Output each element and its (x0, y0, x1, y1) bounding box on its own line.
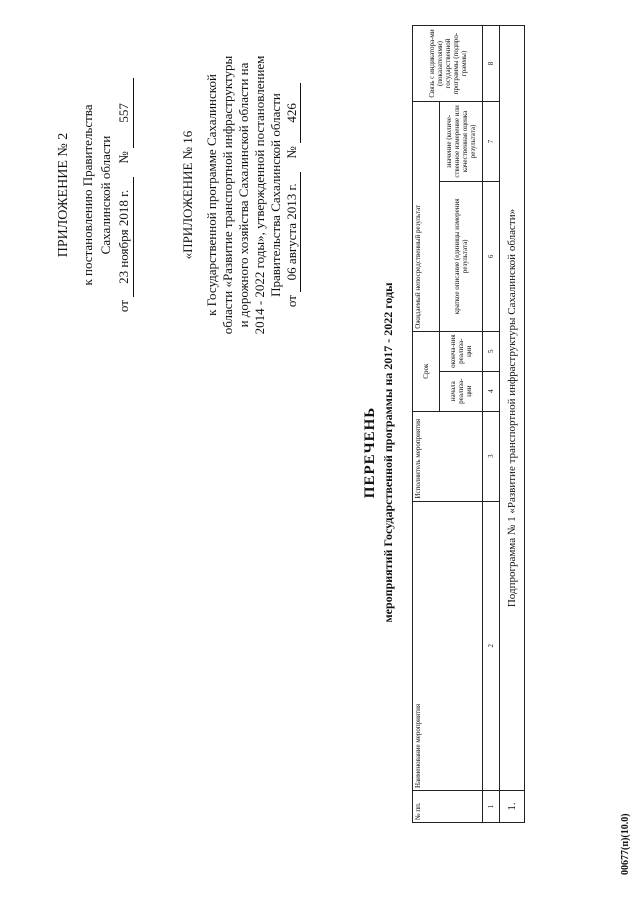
col-num-4: 4 (483, 371, 500, 411)
appendix-2-line2: Сахалинской области (98, 135, 113, 255)
header-executor: Исполнитель мероприятия (413, 411, 483, 501)
header-start: начала реализа-ции (440, 371, 483, 411)
appendix-16-date: 06 августа 2013 г. (284, 172, 301, 292)
appendix-2-ot: от (116, 300, 131, 313)
header-value: значение (количе-ственное измерение или качественная оценка результата) (440, 102, 483, 182)
table-row (500, 26, 525, 823)
appendix-16-number: 426 (284, 83, 301, 143)
appendix-16-line1: к Государственной программе Сахалинской (204, 74, 219, 316)
appendix-2-block (55, 45, 134, 345)
appendix-16-line4: 2014 - 2022 годы», утвержденной постановлением (252, 55, 267, 335)
row1-num: 1. (500, 791, 525, 823)
col-num-1: 1 (483, 791, 500, 823)
header-name: Наименование мероприятия (413, 501, 483, 791)
table-header-row-1 (413, 26, 440, 823)
appendix-16-no-label: № (284, 146, 299, 159)
appendix-16-line5: Правительства Сахалинской области (268, 93, 283, 297)
row1-subprogram: Подпрограмма № 1 «Развитие транспортной инфраструктуры Сахалинской области» (500, 26, 525, 791)
document-title (360, 0, 396, 905)
appendix-16-date-line (284, 25, 301, 365)
appendix-16-title: «ПРИЛОЖЕНИЕ № 16 (180, 130, 195, 260)
appendix-2-title: ПРИЛОЖЕНИЕ № 2 (56, 132, 71, 258)
title-main: ПЕРЕЧЕНЬ (362, 406, 378, 499)
appendix-16-ot: от (284, 295, 299, 308)
appendix-16-block (180, 25, 301, 365)
table-number-row (483, 26, 500, 823)
header-link: Связь с индикатора-ми (показателями) государственной программы (подпро-граммы) (413, 26, 483, 102)
appendix-2-no-label: № (116, 151, 131, 164)
header-num: № пп. (413, 791, 483, 823)
measures-table (412, 25, 525, 823)
header-short: краткое описание (единицы измерения результата) (440, 181, 483, 331)
appendix-16-line3: и дорожного хозяйства Сахалинской области на (236, 62, 251, 328)
header-term: Срок (413, 331, 440, 411)
title-sub: мероприятий Государственной программы на 2017 - 2022 годы (381, 282, 395, 623)
footer-code: 00677(п)(10.0) (620, 813, 631, 875)
header-result: Ожидаемый непосредственный результат (413, 102, 440, 332)
col-num-5: 5 (483, 331, 500, 371)
appendix-2-date: 23 ноября 2018 г. (115, 177, 134, 297)
col-num-7: 7 (483, 102, 500, 182)
col-num-6: 6 (483, 181, 500, 331)
col-num-3: 3 (483, 411, 500, 501)
appendix-2-number: 557 (115, 78, 134, 148)
header-end: оконча-ния реализа-ции (440, 331, 483, 371)
col-num-8: 8 (483, 26, 500, 102)
appendix-2-line1: к постановлению Правительства (80, 104, 95, 286)
col-num-2: 2 (483, 501, 500, 791)
appendix-16-line2: области «Развитие транспортной инфраструктуры (220, 55, 235, 335)
appendix-2-date-line (115, 45, 134, 345)
